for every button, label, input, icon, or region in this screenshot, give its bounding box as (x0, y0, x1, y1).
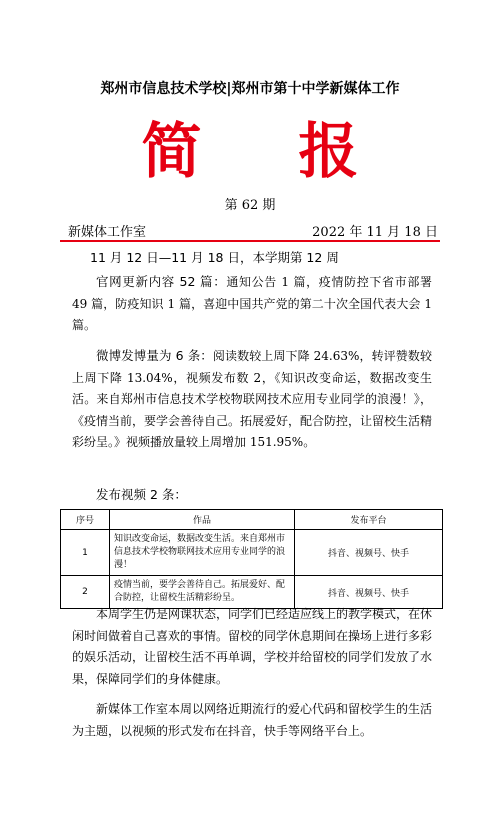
weibo-paragraph (72, 345, 432, 454)
row-number: 2 (61, 576, 110, 609)
issue-number: 第 62 期 (224, 198, 276, 213)
office-name: 新媒体工作室 (68, 225, 147, 240)
students-paragraph: 本周学生仍是网课状态，同学们已经适应线上的教学模式，在休闲时间做着自己喜欢的事情。留校的同学休息期间在操场上进行多彩的娱乐活动，让留校生活不再单调，学校并给留校的同学们发放了水果，保障同学们的身体健康。 (72, 607, 433, 686)
brief-title: 简 报 (141, 117, 397, 187)
website-body: 通知公告 1 篇，疫情防控下省市部署 49 篇，防疫知识 1 篇，喜迎中国共产党的第二十次全国代表大会 1 篇。 (72, 275, 432, 332)
issue-date: 2022 年 11 月 18 日 (312, 225, 438, 240)
masthead-line (68, 221, 438, 240)
row-number: 1 (61, 530, 110, 576)
organization-header: 郑州市信息技术学校|郑州市第十中学新媒体工作 (100, 81, 400, 97)
weibo-lead: 微博发博量为 6 条： (96, 348, 213, 363)
row-work: 疫情当前，要学会善待自己。拓展爱好、配合防控，让留校生活精彩纷呈。 (110, 576, 295, 609)
column-header: 作品 (110, 510, 295, 530)
report-period: 11 月 12 日—11 月 18 日，本学期第 12 周 (90, 250, 339, 265)
row-work: 知识改变命运，数据改变生活。来自郑州市信息技术学校物联网技术应用专业同学的浪漫！ (110, 530, 295, 576)
website-lead: 官网更新内容 52 篇： (96, 274, 227, 289)
red-divider (60, 240, 440, 242)
column-header: 序号 (61, 510, 110, 530)
website-paragraph (72, 271, 432, 337)
table-row (61, 530, 443, 576)
videos-table (60, 509, 443, 609)
weibo-body: 阅读数较上周下降 24.63%，转评赞数较上周下降 13.04%，视频发布数 2，《知识改变命运，数据改变生活。来自郑州市信息技术学校物联网技术应用专业同学的浪漫！》，《疫情当前，要学会善待自己。拓展爱好，配合防控，让留校生活精彩纷呈。》视频播放量较上周增加 151.95%。 (72, 349, 433, 449)
table-header-row (61, 510, 443, 530)
media-paragraph: 新媒体工作室本周以网络近期流行的爱心代码和留校学生的生活为主题，以视频的形式发布在抖音，快手等网络平台上。 (72, 702, 433, 738)
videos-heading: 发布视频 2 条： (96, 487, 187, 502)
row-platform: 抖音、视频号、快手 (295, 576, 443, 609)
column-header: 发布平台 (295, 510, 443, 530)
row-platform: 抖音、视频号、快手 (295, 530, 443, 576)
